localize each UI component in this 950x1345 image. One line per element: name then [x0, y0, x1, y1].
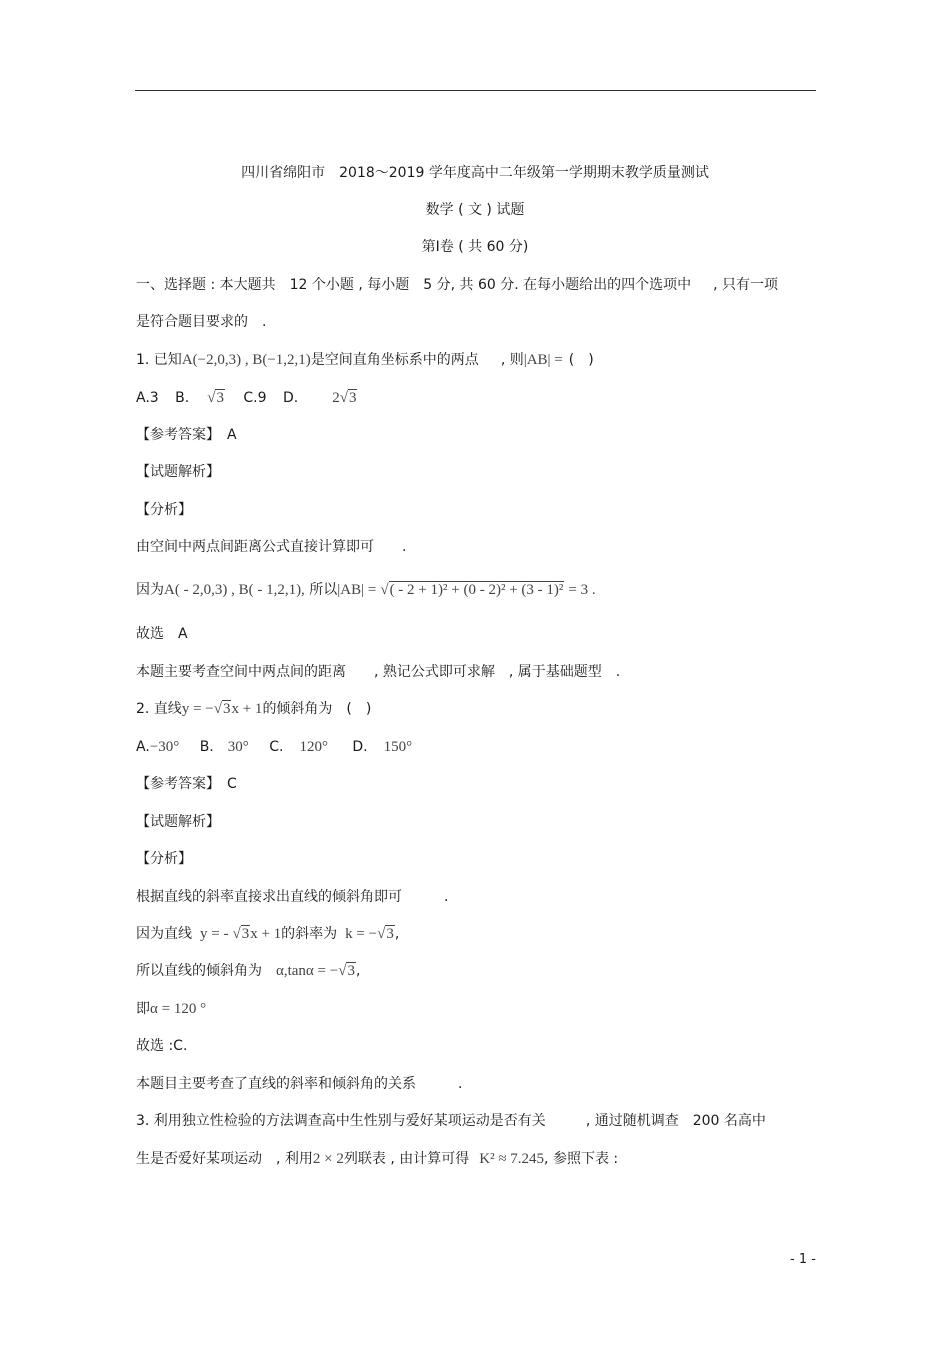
- q2-option-c: C. 120°: [269, 739, 328, 755]
- q1-answer: 【参考答案】 A: [136, 427, 237, 443]
- q2-option-d: D. 150°: [352, 739, 413, 755]
- watermark: [715, 913, 749, 957]
- section-instructions-line2: 是符合题目要求的 .: [136, 314, 267, 330]
- q1-options: [136, 388, 357, 408]
- header-rule: [135, 90, 816, 91]
- q2-options: [136, 737, 412, 757]
- q2-stem: 2. 直线y = −√3x + 1的倾斜角为 ( ): [136, 701, 372, 717]
- page-number: - 1 -: [790, 1252, 816, 1267]
- q1-summary: 本题主要考查空间中两点间的距离 , 熟记公式即可求解 , 属于基础题型 .: [136, 664, 621, 680]
- doc-title: 四川省绵阳市 2018～2019 学年度高中二年级第一学期期末教学质量测试: [241, 165, 709, 181]
- q2-step3: 即α = 120 °: [136, 1001, 207, 1017]
- q2-analysis-heading: 【试题解析】: [136, 814, 220, 830]
- q2-choose: 故选 :C.: [136, 1038, 188, 1054]
- q2-option-a: A.−30°: [136, 739, 180, 755]
- q3-stem-line2: 生是否爱好某项运动 , 利用2 × 2列联表 , 由计算可得 K² ≈ 7.245, 参照下表 :: [136, 1151, 619, 1167]
- volume-heading: 第Ⅰ卷 ( 共 60 分): [421, 239, 529, 255]
- q2-answer: 【参考答案】 C: [136, 776, 237, 792]
- q1-stem: 1. 已知A(−2,0,3) , B(−1,2,1)是空间直角坐标系中的两点 , 则|AB| = ( ): [136, 352, 594, 368]
- q1-analysis-heading: 【试题解析】: [136, 464, 220, 480]
- q3-stem-line1: 3. 利用独立性检验的方法调查高中生性别与爱好某项运动是否有关 , 通过随机调查 200 名高中: [136, 1113, 766, 1129]
- q2-step2: 所以直线的倾斜角为 α,tanα = −√3,: [136, 963, 361, 979]
- doc-subtitle: 数学 ( 文 ) 试题: [425, 202, 525, 218]
- q2-summary: 本题目主要考查了直线的斜率和倾斜角的关系 .: [136, 1076, 463, 1092]
- q1-analysis-text: 由空间中两点间距离公式直接计算即可 .: [136, 539, 407, 555]
- q1-option-c: C.9: [243, 390, 267, 406]
- q1-fenxi-heading: 【分析】: [136, 502, 192, 518]
- q1-option-d: D. 2√3: [283, 390, 357, 406]
- q1-option-b: B. √3: [175, 390, 224, 406]
- q2-analysis-text: 根据直线的斜率直接求出直线的倾斜角即可 .: [136, 889, 449, 905]
- q1-choose: 故选 A: [136, 626, 188, 642]
- q1-option-a: A.3: [136, 390, 159, 406]
- section-instructions-line1: 一、选择题 : 本大题共 12 个小题 , 每小题 5 分, 共 60 分. 在每小题给出的四个选项中 , 只有一项: [136, 277, 779, 293]
- q2-step1: 因为直线 y = - √3x + 1的斜率为 k = −√3,: [136, 926, 400, 942]
- q2-fenxi-heading: 【分析】: [136, 851, 192, 867]
- q2-option-b: B. 30°: [199, 739, 249, 755]
- q1-calculation: 因为A( - 2,0,3) , B( - 1,2,1), 所以|AB| = √( - 2 + 1)² + (0 - 2)² + (3 - 1)² = 3 .: [136, 582, 596, 598]
